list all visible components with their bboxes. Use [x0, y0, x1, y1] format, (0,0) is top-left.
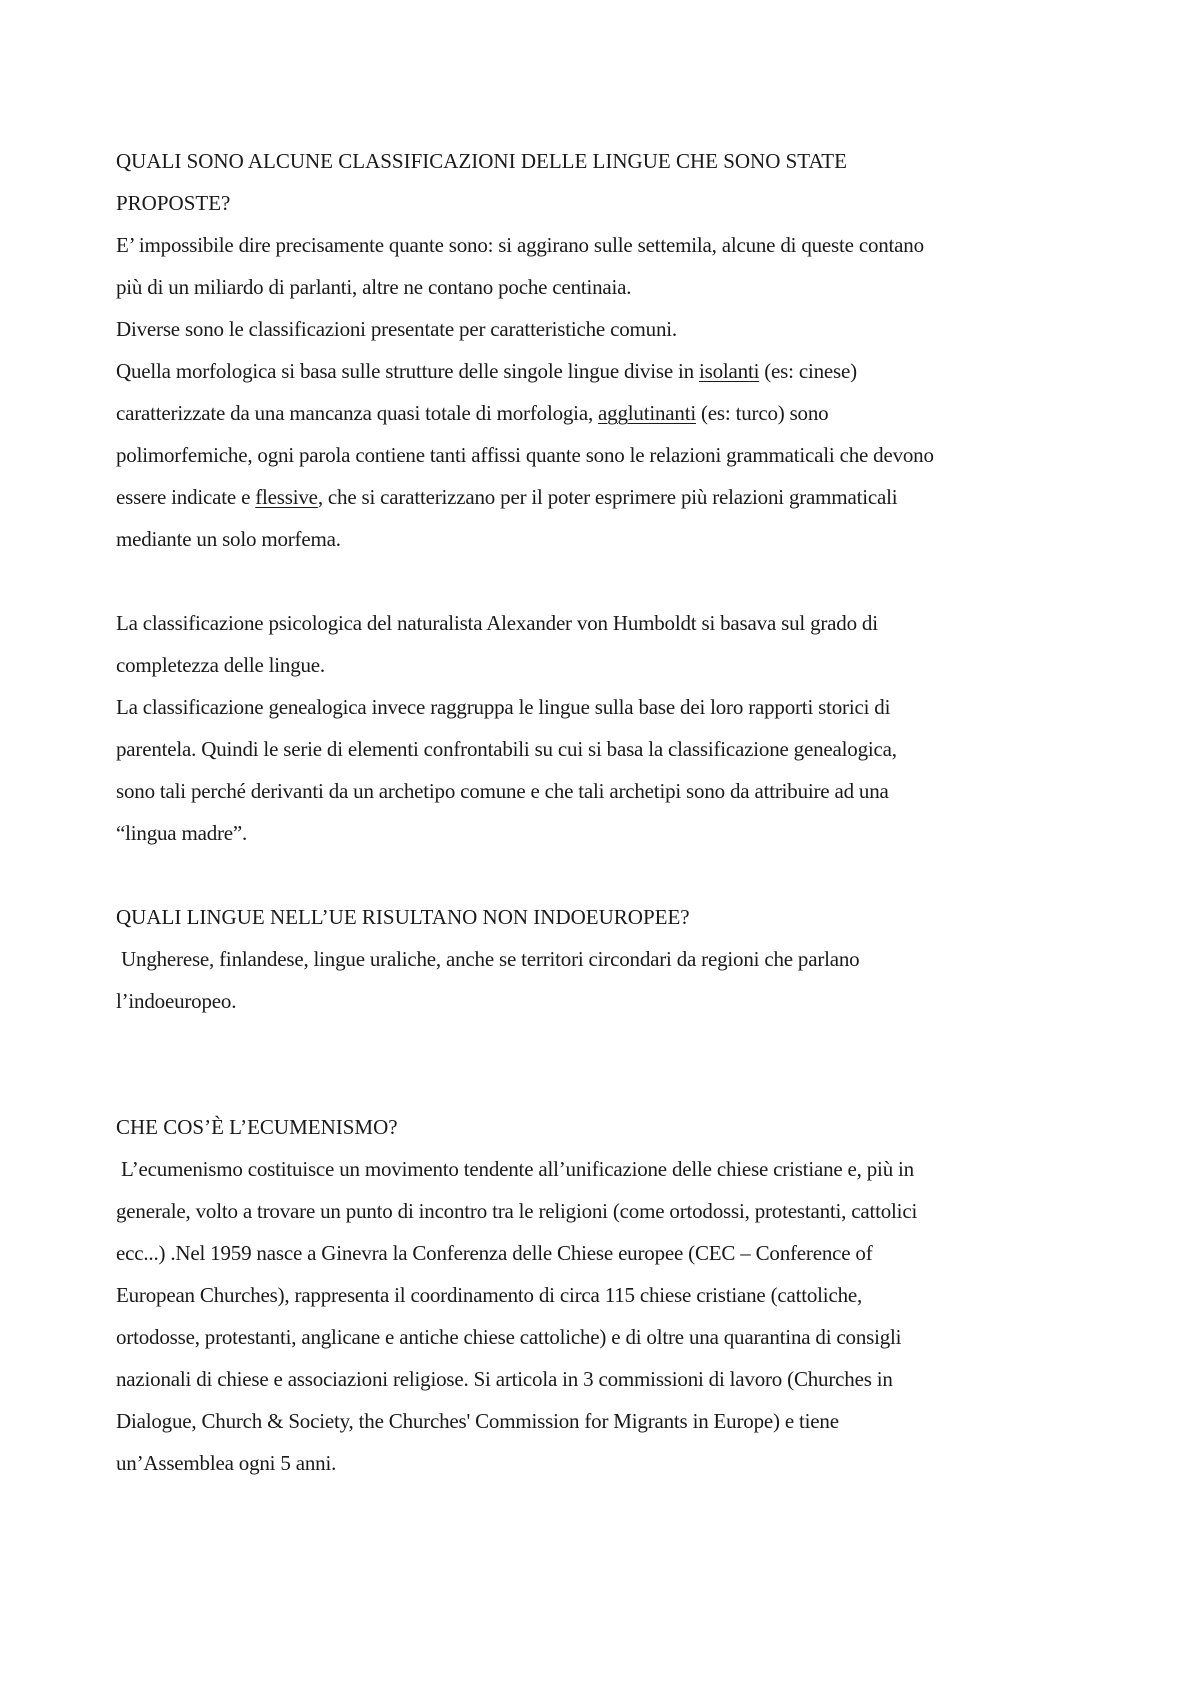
section-lingue-non-indoeuropee [116, 896, 1106, 1022]
underlined-term-isolanti: isolanti [698, 359, 760, 383]
section-spacer [116, 854, 1106, 896]
paragraph-line [116, 350, 1106, 392]
paragraph-line: generale, volto a trovare un punto di incontro tra le religioni (come ortodossi, protestanti, cattolici [116, 1199, 918, 1223]
paragraph-line: completezza delle lingue. [116, 653, 325, 677]
paragraph-line [116, 392, 1106, 434]
paragraph-line: “lingua madre”. [116, 821, 248, 845]
section-heading: PROPOSTE? [116, 191, 231, 215]
text-run: caratterizzate da una mancanza quasi totale di morfologia, [116, 401, 599, 425]
text-run: (es: cinese) [759, 359, 857, 383]
text-run: (es: turco) sono [695, 401, 829, 425]
underlined-term-agglutinanti: agglutinanti [598, 401, 696, 425]
section-classificazioni [116, 140, 1106, 854]
paragraph-line: più di un miliardo di parlanti, altre ne contano poche centinaia. [116, 275, 632, 299]
underlined-term-flessive: flessive [255, 485, 318, 509]
paragraph-line: polimorfemiche, ogni parola contiene tanti affissi quante sono le relazioni grammaticali che devono [116, 443, 934, 467]
paragraph-line: mediante un solo morfema. [116, 527, 341, 551]
text-run: Quella morfologica si basa sulle strutture delle singole lingue divise in [116, 359, 699, 383]
section-heading: QUALI LINGUE NELL’UE RISULTANO NON INDOEUROPEE? [116, 905, 690, 929]
paragraph-line [116, 476, 1106, 518]
paragraph-line: Ungherese, finlandese, lingue uraliche, anche se territori circondari da regioni che parlano [116, 947, 860, 971]
section-ecumenismo [116, 1106, 1106, 1484]
text-run: essere indicate e [116, 485, 256, 509]
section-heading: CHE COS’È L’ECUMENISMO? [116, 1115, 398, 1139]
paragraph-line: La classificazione psicologica del naturalista Alexander von Humboldt si basava sul grado di [116, 611, 878, 635]
paragraph-line: nazionali di chiese e associazioni religiose. Si articola in 3 commissioni di lavoro (Churches in [116, 1367, 893, 1391]
paragraph-line: L’ecumenismo costituisce un movimento tendente all’unificazione delle chiese cristiane e, più in [116, 1157, 914, 1181]
document-body [116, 140, 1106, 1484]
paragraph-line: parentela. Quindi le serie di elementi confrontabili su cui si basa la classificazione genealogica, [116, 737, 897, 761]
paragraph-line: La classificazione genealogica invece raggruppa le lingue sulla base dei loro rapporti storici di [116, 695, 891, 719]
paragraph-spacer [116, 560, 1106, 602]
section-heading: QUALI SONO ALCUNE CLASSIFICAZIONI DELLE LINGUE CHE SONO STATE [116, 149, 847, 173]
paragraph-line: Dialogue, Church & Society, the Churches' Commission for Migrants in Europe) e tiene [116, 1409, 839, 1433]
paragraph-line: Diverse sono le classificazioni presentate per caratteristiche comuni. [116, 317, 677, 341]
paragraph-line: ecc...) .Nel 1959 nasce a Ginevra la Conferenza delle Chiese europee (CEC – Conference of [116, 1241, 873, 1265]
paragraph-line: sono tali perché derivanti da un archetipo comune e che tali archetipi sono da attribuire ad una [116, 779, 889, 803]
paragraph-line: E’ impossibile dire precisamente quante sono: si aggirano sulle settemila, alcune di queste contano [116, 233, 924, 257]
paragraph-line: l’indoeuropeo. [116, 989, 237, 1013]
text-run: , che si caratterizzano per il poter esprimere più relazioni grammaticali [317, 485, 898, 509]
section-spacer [116, 1022, 1106, 1106]
paragraph-line: European Churches), rappresenta il coordinamento di circa 115 chiese cristiane (cattoliche, [116, 1283, 863, 1307]
paragraph-line: un’Assemblea ogni 5 anni. [116, 1451, 337, 1475]
paragraph-line: ortodosse, protestanti, anglicane e antiche chiese cattoliche) e di oltre una quarantina di consigli [116, 1325, 902, 1349]
